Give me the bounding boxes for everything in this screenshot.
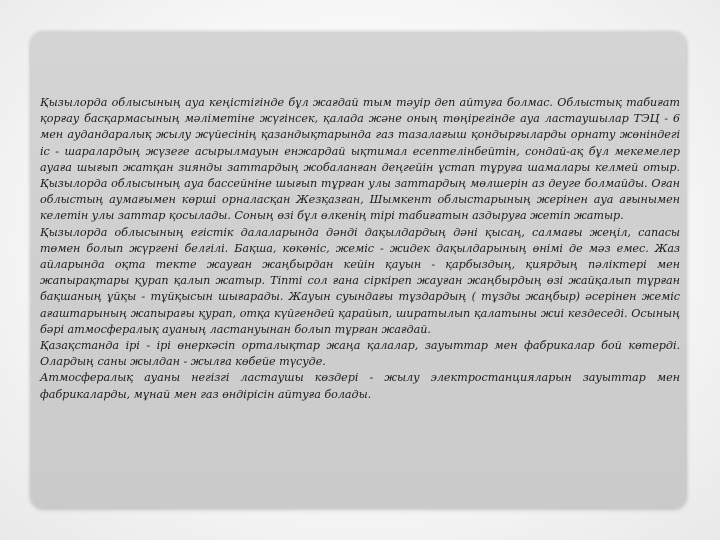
paragraph-air-quality-kyzylorda: Қызылорда облысының ауа кеңістігінде бұл жағдай тым тәуір деп айтуға болмас. Облыстық табиғат қорғау басқармасының мәліметіне жүгінсек, қалада және оның төңірегінде ауа ластаушылар ТЭЦ - 6 мен аудандаралық жылу жүйесінің қазандықтарында газ тазалағыш қондырғыларды орнату жөніндегі іс - шаралардың жүзеге асырылмауын енжардай ықтимал есептелінбейтін, сондай-ақ бұл мекемелер ауаға шығып жатқан зиянды заттардың жобаланған деңгейін ұстап тұруға шамалары келмей отыр. Қызылорда облысының ауа бассейніне шығып тұрған улы заттардың мөлшерін аз деуге болмайды. Оған облыстың аумағымен көрші орналасқан Жезқазған, Шымкент облыстарының жерінен ауа ағынымен келетін улы заттар қосылады. Соның өзі бұл өлкенің тірі табиғатын аздыруға жетіп жатыр. [40, 96, 680, 223]
content-panel [31, 32, 686, 508]
paragraph-industrial-growth: Қазақстанда ірі - ірі өнеркәсіп орталықтар жаңа қалалар, зауыттар мен фабрикалар бой көтерді. Олардың саны жылдан - жылға көбейе түсуде. [40, 339, 680, 369]
paragraph-crop-damage: Қызылорда облысының егістік далаларында дәнді дақылдардың дәні қысаң, салмағы жеңіл, сапасы төмен болып жүргені белгілі. Бақша, көкөніс, жеміс - жидек дақылдарының өнімі де мәз емес. Жаз айларында оқта текте жауған жаңбырдан кейін қауын - қарбыздың, қиярдың пәліктері мен жапырақтары қурап қалып жатыр. Тіпті сол ғана сіркіреп жауған жаңбырдың өзі жайқалып тұрған бақшаның ұйқы - тұйқысын шығарады. Жауын суындағы тұздардың ( тұзды жаңбыр) әсерінен жеміс ағаштарының жапырағы қурап, отқа күйгендей қарайып, ширатылып қалатыны жиі кездеседі. Осының бәрі атмосфералық ауаның ластануынан болып тұрған жағдай. [40, 225, 680, 336]
slide-body-text [40, 95, 680, 403]
paragraph-pollution-sources: Атмосфералық ауаны негізгі ластаушы көздері - жылу электростанцияларын зауыттар мен фабрикаларды, мұнай мен газ өндірісін айтуға болады. [40, 371, 680, 401]
